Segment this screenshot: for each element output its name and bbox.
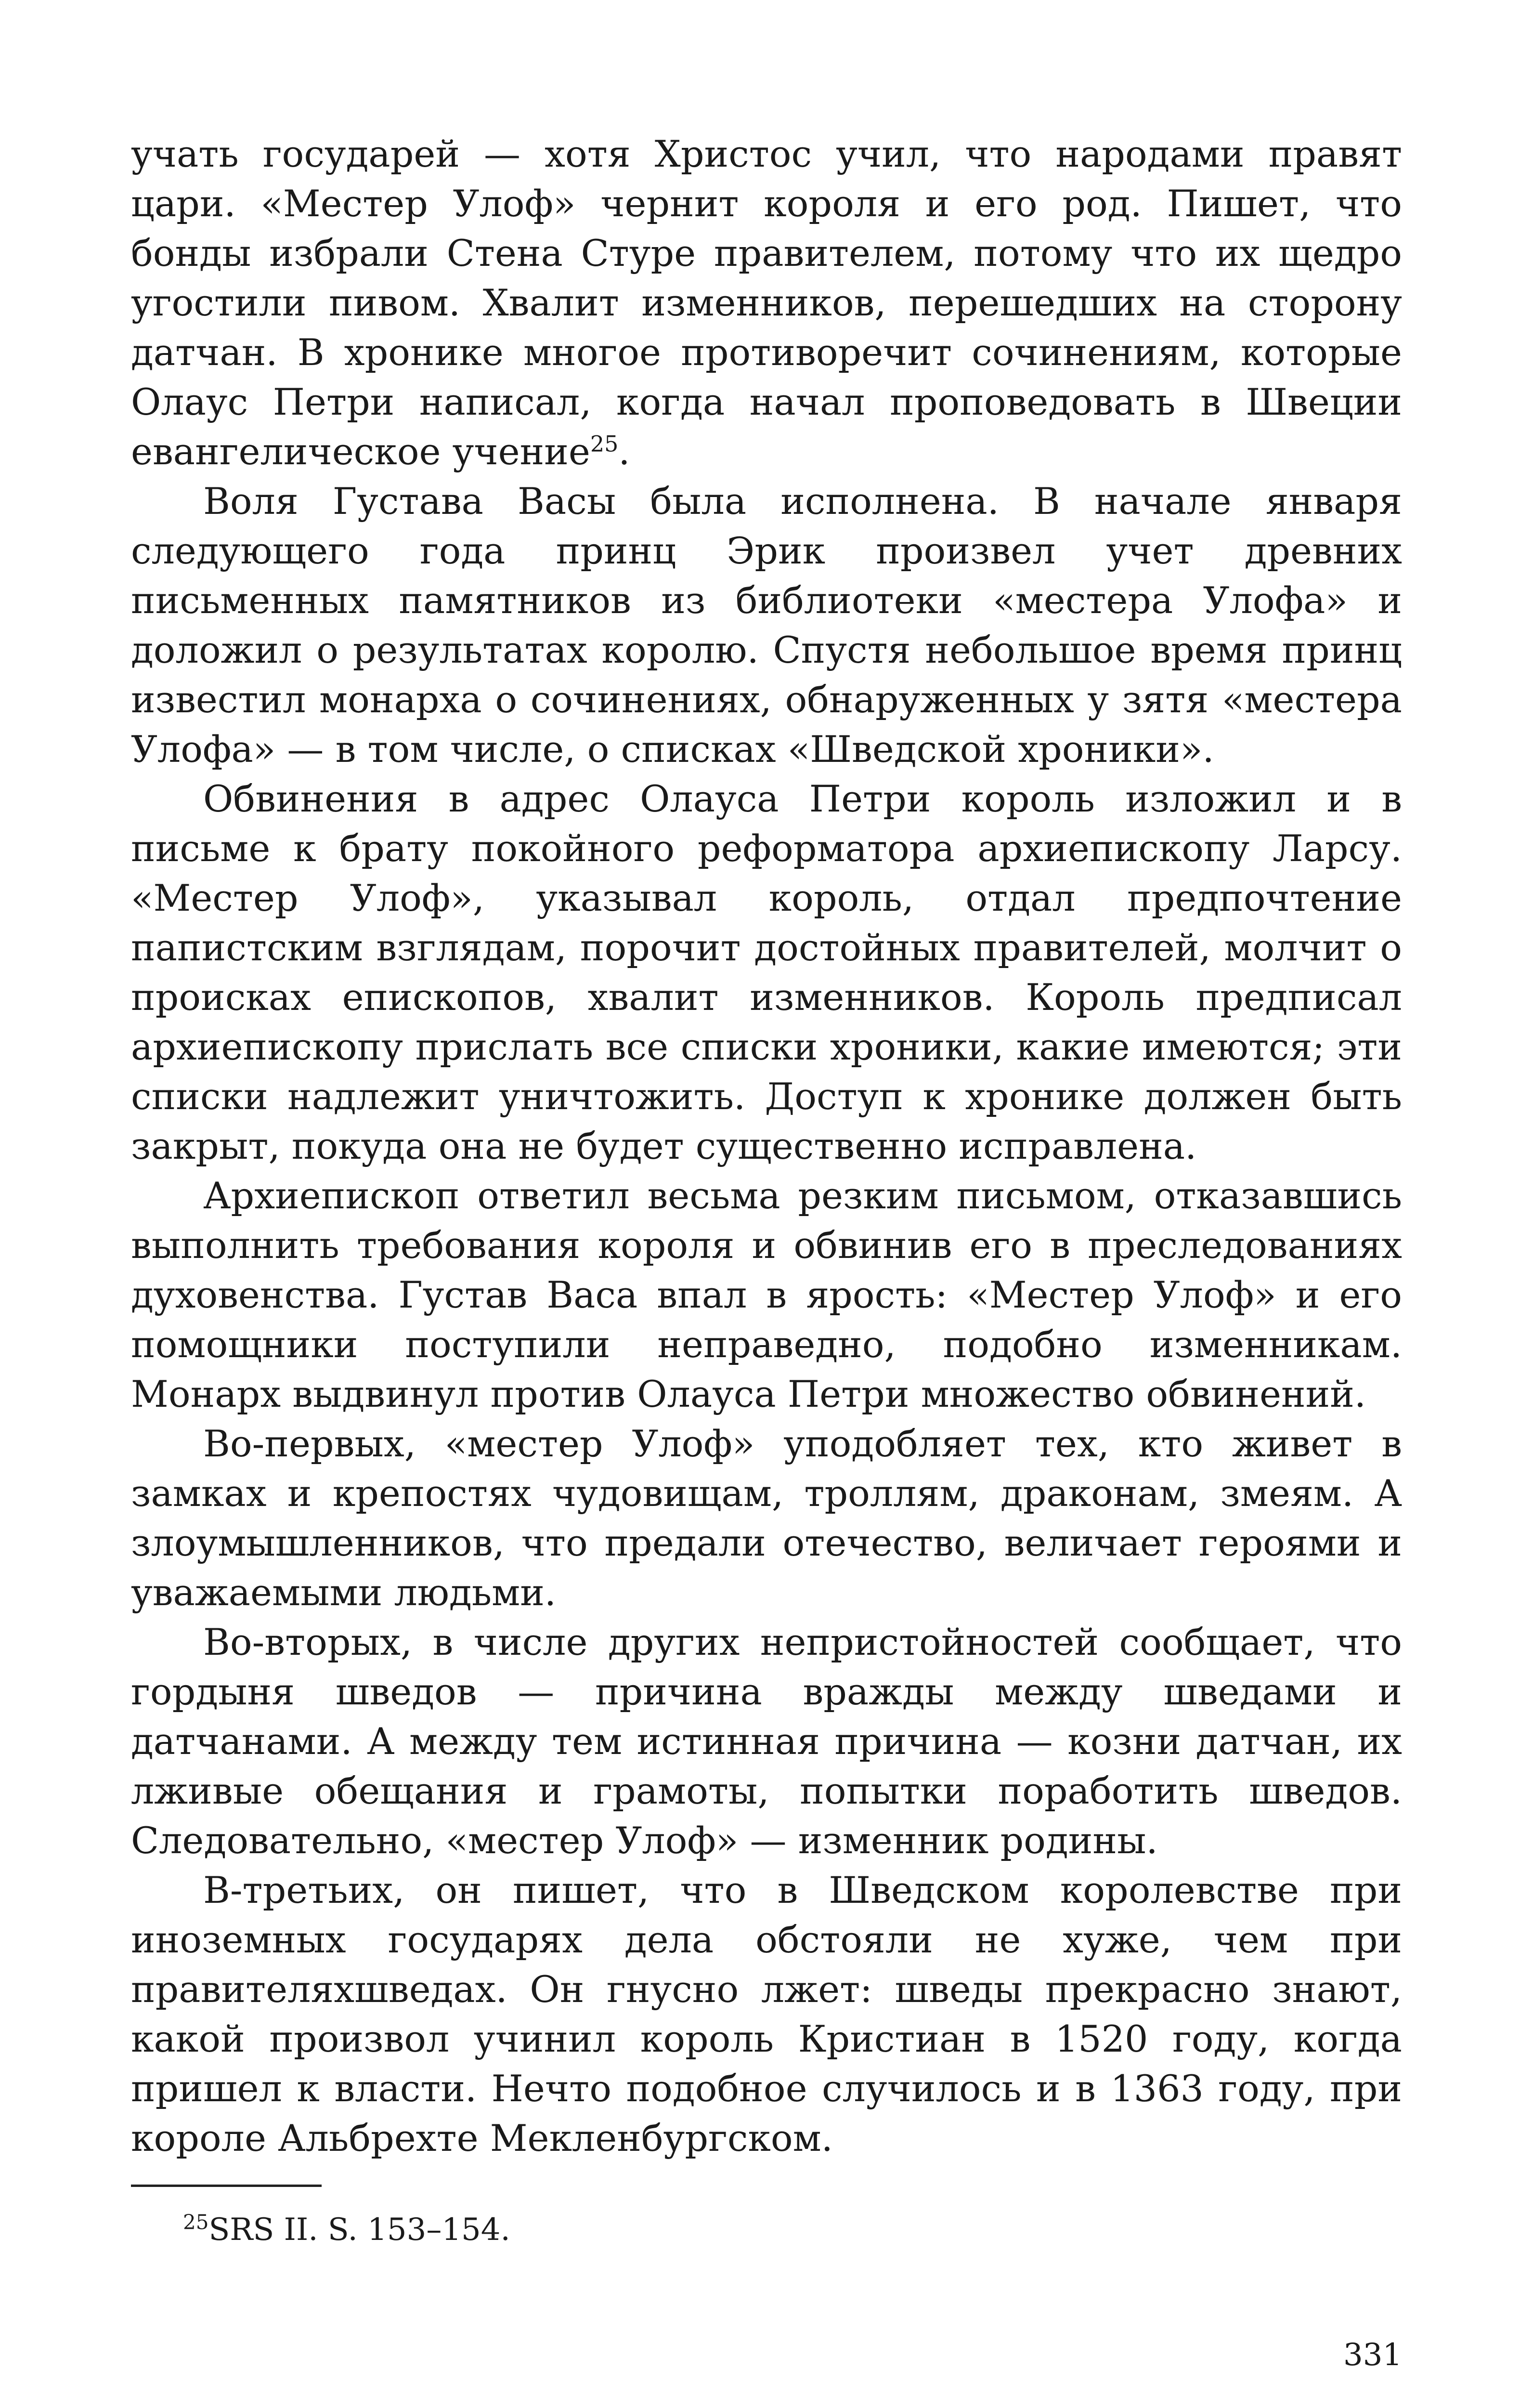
footnote-reference[interactable]: 25 xyxy=(590,431,619,457)
paragraph-2-text: Воля Густава Васы была исполнена. В начале января следующего года принц Эрик произвел учет древних письменных памятников из библиотеки «местера Улофа» и доложил о результатах королю. Спустя небольшое время принц известил монарха о сочинениях, обнаруженных у зятя «местера Улофа» — в том числе, о списках «Шведской хроники». xyxy=(131,480,1402,771)
paragraph-4 xyxy=(131,1171,1402,1419)
paragraph-7 xyxy=(131,1865,1402,2163)
paragraph-7-text: В-третьих, он пишет, что в Шведском королевстве при иноземных государях дела обстояли не хуже, чем при правителяхшведах. Он гнусно лжет: шведы прекрасно знают, какой произвол учинил король Кристиан в 1520 году, когда пришел к власти. Нечто подобное случилось и в 1363 году, при короле Альбрехте Мекленбургском. xyxy=(131,1869,1402,2159)
paragraph-4-text: Архиепископ ответил весьма резким письмом, отказавшись выполнить требования короля и обвинив его в преследованиях духовенства. Густав Васа впал в ярость: «Местер Улоф» и его помощники поступили неправедно, подобно изменникам. Монарх выдвинул против Олауса Петри множество обвинений. xyxy=(131,1174,1402,1415)
footnote xyxy=(183,2211,510,2249)
paragraph-1 xyxy=(131,129,1402,476)
paragraph-5-text: Во-первых, «местер Улоф» уподобляет тех, кто живет в замках и крепостях чудовищам, троллям, драконам, змеям. А злоумышленников, что предали отечество, величает героями и уважаемыми людьми. xyxy=(131,1422,1402,1614)
paragraph-5 xyxy=(131,1419,1402,1617)
main-text xyxy=(131,129,1402,2163)
paragraph-3-text: Обвинения в адрес Олауса Петри король изложил и в письме к брату покойного реформатора архиепископу Ларсу. «Местер Улоф», указывал король, отдал предпочтение папистским взглядам, порочит достойных правителей, молчит о происках епископов, хвалит изменников. Король предписал архиепископу прислать все списки хроники, какие имеются; эти списки надлежит уничтожить. Доступ к хронике должен быть закрыт, покуда она не будет существенно исправлена. xyxy=(131,777,1402,1167)
paragraph-6 xyxy=(131,1617,1402,1865)
footnote-number: 25 xyxy=(183,2210,209,2234)
paragraph-3 xyxy=(131,774,1402,1171)
page-number: 331 xyxy=(1343,2337,1403,2373)
footnote-divider xyxy=(131,2185,322,2187)
paragraph-1-tail: . xyxy=(618,430,630,473)
paragraph-1-text: учать государей — хотя Христос учил, что народами правят цари. «Местер Улоф» чернит короля и его род. Пишет, что бонды избрали Стена Стуре правителем, потому что их щедро угостили пивом. Хвалит изменников, перешедших на сторону датчан. В хронике многое противоречит сочинениям, которые Олаус Петри написал, когда начал проповедовать в Швеции евангелическое учение xyxy=(131,132,1402,473)
footnote-text: SRS II. S. 153–154. xyxy=(208,2212,510,2248)
paragraph-2 xyxy=(131,476,1402,774)
paragraph-6-text: Во-вторых, в числе других непристойностей сообщает, что гордыня шведов — причина вражды между шведами и датчанами. А между тем истинная причина — козни датчан, их лживые обещания и грамоты, попытки поработить шведов. Следовательно, «местер Улоф» — изменник родины. xyxy=(131,1621,1402,1862)
